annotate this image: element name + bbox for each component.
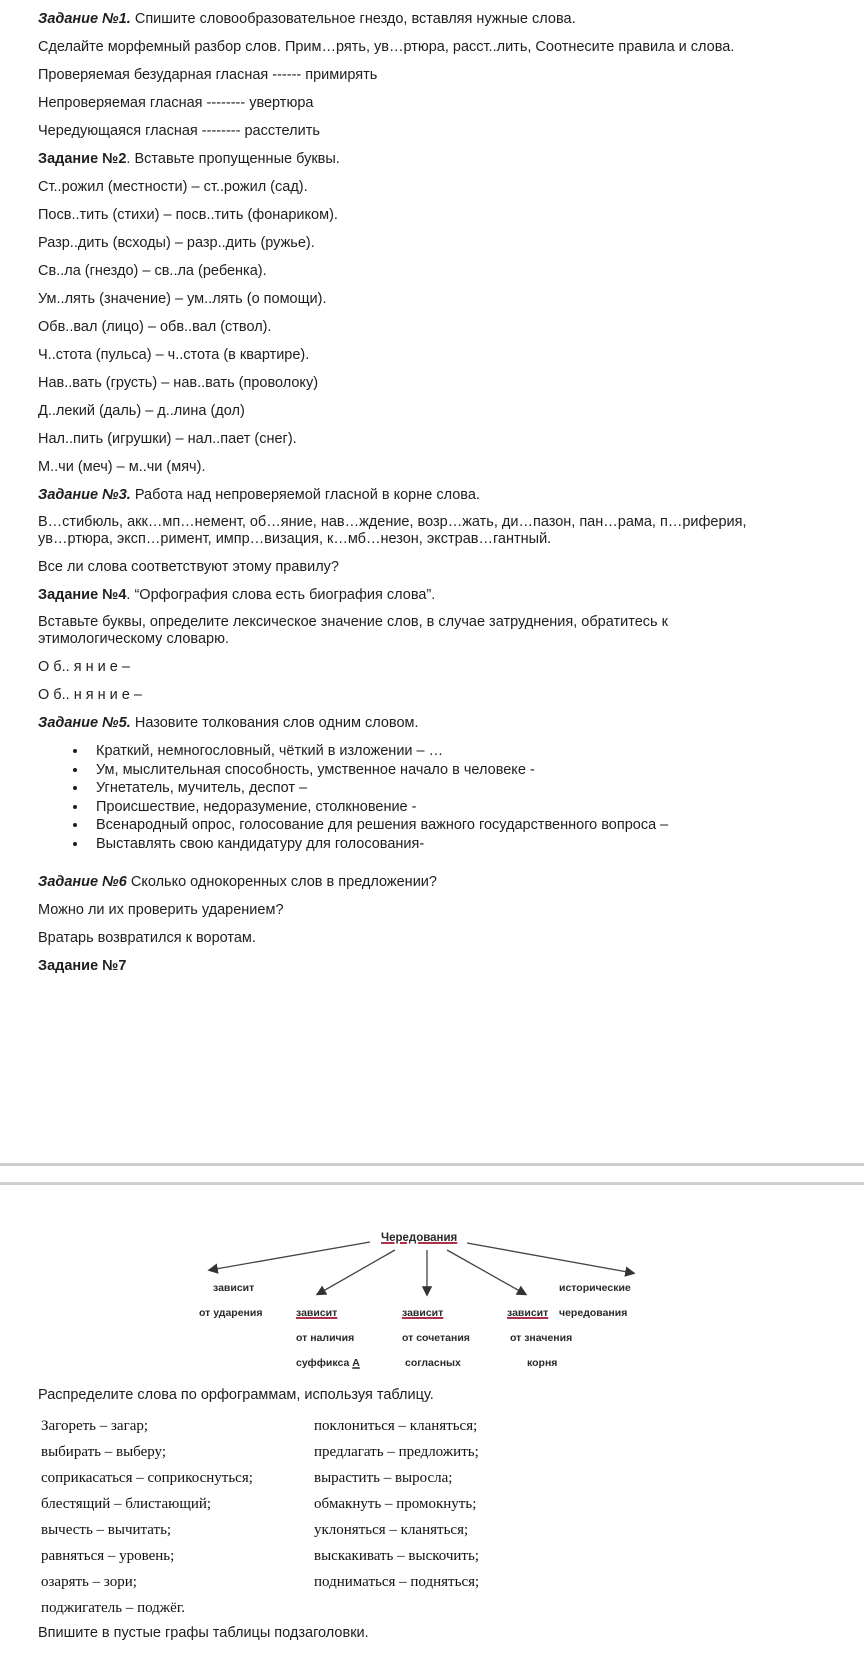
word-pair: поджигатель – поджёг. bbox=[41, 1600, 186, 1616]
task3-words-line1: В…стибюль, акк…мп…немент, об…яние, нав…ждение, возр…жать, ди…пазон, пан…рама, п…риферия, bbox=[38, 514, 747, 530]
arrow-to-stress bbox=[210, 1242, 370, 1270]
task2-item: М..чи (меч) – м..чи (мяч). bbox=[38, 459, 206, 475]
definition-item: • Выставлять свою кандидатуру для голосования- bbox=[88, 835, 838, 854]
branch4-label-3: корня bbox=[527, 1357, 558, 1369]
word-pair: предлагать – предложить; bbox=[314, 1444, 479, 1460]
word-pairs-right-column bbox=[314, 1413, 479, 1595]
task4-word2: О б.. н я н и е – bbox=[38, 687, 142, 703]
word-pair: озарять – зори; bbox=[41, 1574, 137, 1590]
branch2-label-2: от наличия bbox=[296, 1332, 355, 1344]
word-pair: Загореть – загар; bbox=[41, 1418, 149, 1434]
task6-sentence: Вратарь возвратился к воротам. bbox=[38, 930, 256, 946]
arrow-to-suffix bbox=[318, 1250, 395, 1294]
task3-heading: Задание №3. bbox=[38, 487, 131, 503]
branch5-label-2: чередования bbox=[559, 1307, 628, 1319]
task6-instruction: Сколько однокоренных слов в предложении? bbox=[126, 874, 437, 890]
task2-item: Посв..тить (стихи) – посв..тить (фонариком). bbox=[38, 207, 338, 223]
branch3-label-1: зависит bbox=[402, 1307, 444, 1319]
task2-item: Д..лекий (даль) – д..лина (дол) bbox=[38, 403, 245, 419]
task5-line bbox=[38, 714, 838, 732]
definition-item: • Ум, мыслительная способность, умственное начало в человеке - bbox=[88, 761, 838, 780]
arrow-to-meaning bbox=[447, 1250, 525, 1294]
word-pairs-left-column bbox=[41, 1413, 253, 1621]
task1-line3: Проверяемая безударная гласная ------ примирять bbox=[38, 67, 378, 83]
task2-item: Ум..лять (значение) – ум..лять (о помощи). bbox=[38, 291, 327, 307]
task4-word1: О б.. я н и е – bbox=[38, 659, 130, 675]
definition-item: • Всенародный опрос, голосование для решения важного государственного вопроса – bbox=[88, 816, 838, 835]
task2-heading: Задание №2 bbox=[38, 151, 127, 167]
task1-line2: Сделайте морфемный разбор слов. Прим…рять, ув…ртюра, расст..лить, Соотнесите правила и слова. bbox=[38, 39, 735, 55]
task6-question: Можно ли их проверить ударением? bbox=[38, 902, 284, 918]
word-pair: выбирать – выберу; bbox=[41, 1444, 167, 1460]
task2-item: Нав..вать (грусть) – нав..вать (проволоку) bbox=[38, 375, 319, 391]
alternations-diagram bbox=[0, 1220, 864, 1380]
task1-line5: Чередующаяся гласная -------- расстелить bbox=[38, 123, 320, 139]
task4-line bbox=[38, 586, 838, 604]
task4-instr-line1: Вставьте буквы, определите лексическое значение слов, в случае затруднения, обратитесь к bbox=[38, 614, 668, 630]
task1-line bbox=[38, 10, 838, 28]
task4-instr-line2: этимологическому словарю. bbox=[38, 631, 229, 647]
distribute-instruction: Распределите слова по орфограммам, используя таблицу. bbox=[38, 1387, 434, 1403]
suffix-text: суффикса bbox=[296, 1357, 353, 1369]
word-pair: вычесть – вычитать; bbox=[41, 1522, 172, 1538]
task7-line bbox=[38, 957, 838, 975]
task2-item: Разр..дить (всходы) – разр..дить (ружье). bbox=[38, 235, 315, 251]
task5-heading: Задание №5. bbox=[38, 715, 131, 731]
branch3-label-3: согласных bbox=[405, 1357, 461, 1369]
task4-instruction: . “Орфография слова есть биография слова”. bbox=[126, 587, 436, 603]
task1-line4: Непроверяемая гласная -------- увертюра bbox=[38, 95, 314, 111]
branch2-label-3 bbox=[296, 1357, 360, 1369]
word-pair: блестящий – блистающий; bbox=[41, 1496, 212, 1512]
task6-heading: Задание №6 bbox=[38, 874, 127, 890]
word-pair: выскакивать – выскочить; bbox=[314, 1548, 479, 1564]
word-pair: поклониться – кланяться; bbox=[314, 1418, 478, 1434]
branch3-label-2: от сочетания bbox=[402, 1332, 470, 1344]
branch1-label-1: зависит bbox=[213, 1282, 255, 1294]
word-pair: равняться – уровень; bbox=[41, 1548, 175, 1564]
task1-heading: Задание №1. bbox=[38, 11, 131, 27]
suffix-letter: А bbox=[352, 1357, 360, 1369]
definition-item: • Происшествие, недоразумение, столкновение - bbox=[88, 798, 838, 817]
task1-instruction: Спишите словообразовательное гнездо, вставляя нужные слова. bbox=[130, 11, 576, 27]
task3-line bbox=[38, 486, 838, 504]
word-pair: вырастить – выросла; bbox=[314, 1470, 453, 1486]
word-pair: обмакнуть – промокнуть; bbox=[314, 1496, 477, 1512]
page-divider-top bbox=[0, 1163, 864, 1166]
task2-line bbox=[38, 150, 838, 168]
diagram-arrows bbox=[0, 1220, 864, 1380]
diagram-title: Чередования bbox=[381, 1232, 458, 1244]
tasks-text-section bbox=[38, 10, 838, 985]
page-divider-bottom bbox=[0, 1182, 864, 1185]
word-pair: подниматься – подняться; bbox=[314, 1574, 480, 1590]
definition-item: • Угнетатель, мучитель, деспот – bbox=[88, 779, 838, 798]
arrow-to-historical bbox=[467, 1243, 633, 1273]
branch1-label-2: от ударения bbox=[199, 1307, 263, 1319]
task3-words bbox=[38, 514, 838, 548]
task5-instruction: Назовите толкования слов одним словом. bbox=[130, 715, 419, 731]
task6-line bbox=[38, 873, 838, 891]
task2-item: Нал..пить (игрушки) – нал..пает (снег). bbox=[38, 431, 297, 447]
task4-instruction-block bbox=[38, 614, 838, 648]
task3-words-line2: ув…ртюра, эксп…римент, импр…визация, к…мб…незон, экстрав…гантный. bbox=[38, 531, 552, 547]
task2-instruction: . Вставьте пропущенные буквы. bbox=[126, 151, 340, 167]
branch4-label-2: от значения bbox=[510, 1332, 573, 1344]
definition-item: • Краткий, немногословный, чёткий в изложении – … bbox=[88, 742, 838, 761]
task2-item: Ст..рожил (местности) – ст..рожил (сад). bbox=[38, 179, 308, 195]
task2-item: Ч..стота (пульса) – ч..стота (в квартире). bbox=[38, 347, 310, 363]
task5-definitions-list bbox=[38, 742, 838, 853]
word-pair: соприкасаться – соприкоснуться; bbox=[41, 1470, 253, 1486]
branch5-label-1: исторические bbox=[559, 1282, 631, 1294]
task3-question: Все ли слова соответствуют этому правилу? bbox=[38, 559, 339, 575]
headers-instruction: Впишите в пустые графы таблицы подзаголовки. bbox=[38, 1625, 369, 1641]
task2-item: Св..ла (гнездо) – св..ла (ребенка). bbox=[38, 263, 267, 279]
branch2-label-1: зависит bbox=[296, 1307, 338, 1319]
task2-item: Обв..вал (лицо) – обв..вал (ствол). bbox=[38, 319, 272, 335]
task7-heading: Задание №7 bbox=[38, 958, 127, 974]
branch4-label-1: зависит bbox=[507, 1307, 549, 1319]
task3-instruction: Работа над непроверяемой гласной в корне слова. bbox=[130, 487, 480, 503]
task4-heading: Задание №4 bbox=[38, 587, 127, 603]
word-pair: уклоняться – кланяться; bbox=[314, 1522, 469, 1538]
